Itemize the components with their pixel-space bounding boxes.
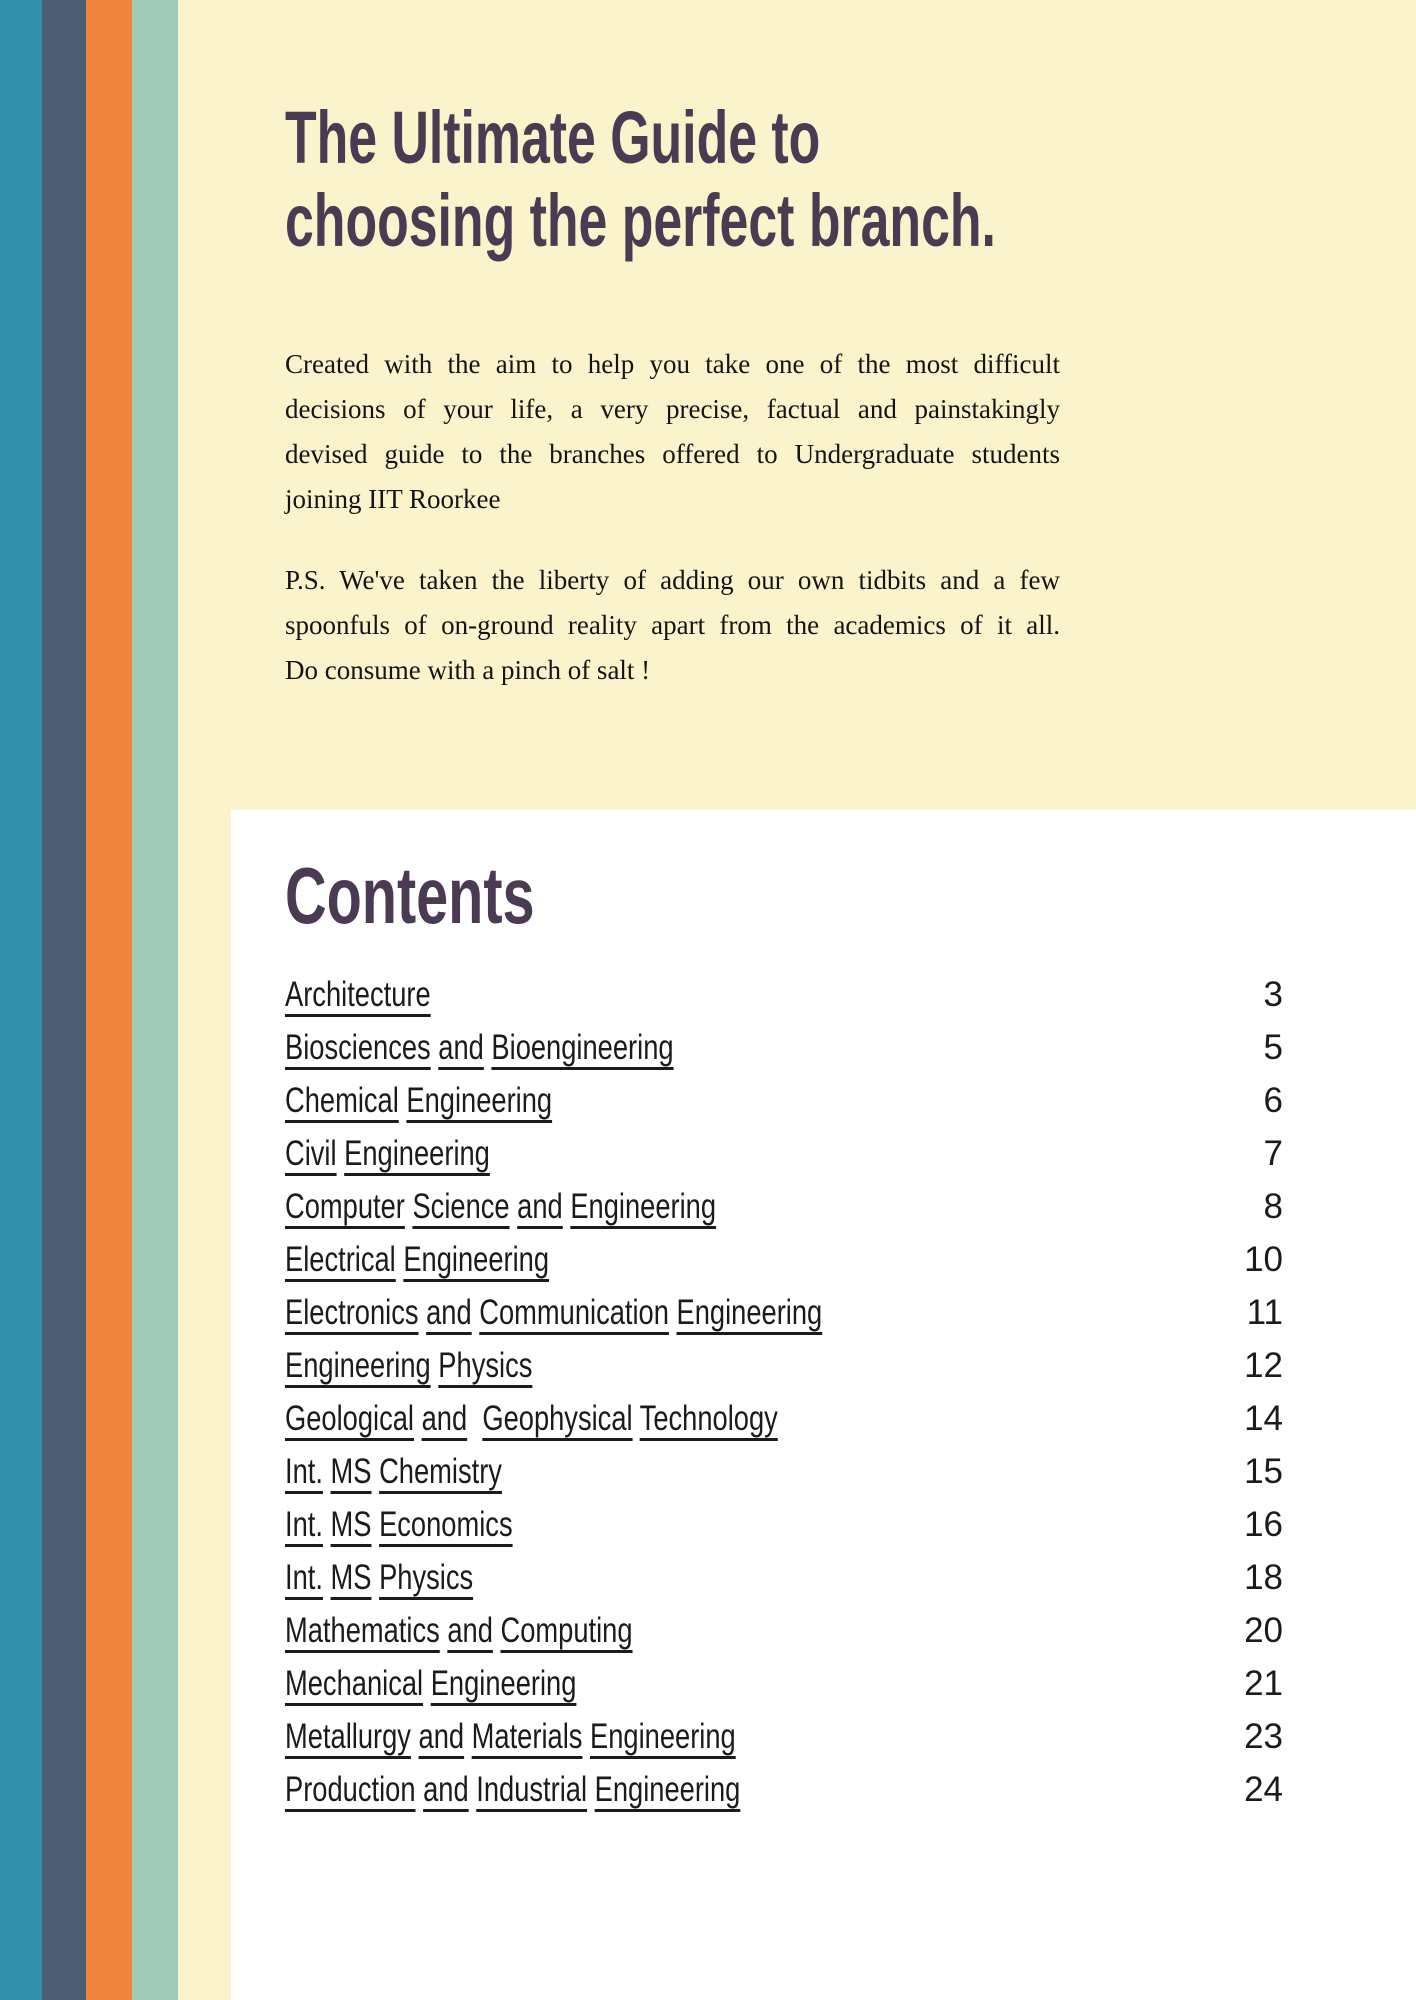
intro-paragraph-1-line-2: decisions of your life, a very precise, factual and painstakingly [285, 394, 1060, 424]
toc-page-number: 7 [1263, 1134, 1283, 1173]
intro-paragraph-2-line-2: spoonfuls of on-ground reality apart from the academics of it all. [285, 610, 1060, 640]
toc-page-number: 8 [1263, 1187, 1283, 1226]
intro-paragraph-1 [285, 342, 1060, 522]
toc-page-number: 14 [1244, 1399, 1283, 1438]
toc-page-number: 20 [1244, 1611, 1283, 1650]
contents-heading-text: Contents [285, 851, 535, 940]
stripe-bar [0, 0, 178, 2000]
toc-item-mathematics-and-computing[interactable]: Mathematics and Computing [285, 1611, 633, 1650]
intro-paragraph-2-line-1: P.S. We've taken the liberty of adding our own tidbits and a few [285, 565, 1060, 595]
toc-row [285, 1240, 1283, 1293]
toc-page-number: 15 [1244, 1452, 1283, 1491]
contents-list [285, 975, 1283, 1823]
toc-page-number: 12 [1244, 1346, 1283, 1385]
intro-paragraph-1-line-4: joining IIT Roorkee [285, 484, 501, 514]
toc-item-mechanical-engineering[interactable]: Mechanical Engineering [285, 1664, 577, 1703]
toc-page-number: 21 [1244, 1664, 1283, 1703]
page-title [285, 96, 1085, 262]
toc-row [285, 1346, 1283, 1399]
toc-row [285, 1717, 1283, 1770]
toc-page-number: 23 [1244, 1717, 1283, 1756]
toc-item-int-ms-chemistry[interactable]: Int. MS Chemistry [285, 1452, 502, 1491]
orange-stripe [86, 0, 132, 2000]
toc-row [285, 975, 1283, 1028]
toc-page-number: 10 [1244, 1240, 1283, 1279]
contents-panel [231, 810, 1416, 2000]
toc-row [285, 1611, 1283, 1664]
toc-page-number: 11 [1246, 1293, 1283, 1332]
teal-stripe [0, 0, 42, 2000]
toc-item-biosciences-and-bioengineering[interactable]: Biosciences and Bioengineering [285, 1028, 674, 1067]
contents-heading [285, 851, 1416, 940]
toc-item-electrical-engineering[interactable]: Electrical Engineering [285, 1240, 550, 1279]
toc-row [285, 1558, 1283, 1611]
toc-page-number: 24 [1244, 1770, 1283, 1809]
toc-item-production-and-industrial-engineering[interactable]: Production and Industrial Engineering [285, 1770, 741, 1809]
toc-page-number: 5 [1263, 1028, 1283, 1067]
toc-item-civil-engineering[interactable]: Civil Engineering [285, 1134, 490, 1173]
toc-row [285, 1505, 1283, 1558]
toc-item-int-ms-physics[interactable]: Int. MS Physics [285, 1558, 474, 1597]
toc-row [285, 1028, 1283, 1081]
toc-row [285, 1187, 1283, 1240]
toc-page-number: 6 [1263, 1081, 1283, 1120]
toc-row [285, 1452, 1283, 1505]
page-title-line-2: choosing the perfect branch. [285, 179, 996, 262]
intro-section [285, 96, 1085, 729]
intro-paragraph-1-line-3: devised guide to the branches offered to Undergraduate students [285, 439, 1060, 469]
toc-row [285, 1399, 1283, 1452]
toc-page-number: 16 [1244, 1505, 1283, 1544]
toc-row [285, 1293, 1283, 1346]
toc-row [285, 1134, 1283, 1187]
toc-row [285, 1081, 1283, 1134]
toc-page-number: 18 [1244, 1558, 1283, 1597]
sage-stripe [132, 0, 178, 2000]
toc-page-number: 3 [1263, 975, 1283, 1014]
toc-item-geological-and-geophysical-technology[interactable]: Geological and Geophysical Technology [285, 1399, 778, 1438]
intro-text [285, 342, 1060, 693]
intro-paragraph-2-line-3: Do consume with a pinch of salt ! [285, 655, 651, 685]
toc-item-electronics-and-communication-engineering[interactable]: Electronics and Communication Engineering [285, 1293, 823, 1332]
toc-item-architecture[interactable]: Architecture [285, 975, 431, 1014]
page-title-line-1: The Ultimate Guide to [285, 96, 821, 179]
toc-item-engineering-physics[interactable]: Engineering Physics [285, 1346, 533, 1385]
toc-item-metallurgy-and-materials-engineering[interactable]: Metallurgy and Materials Engineering [285, 1717, 736, 1756]
intro-paragraph-2 [285, 558, 1060, 693]
slate-stripe [42, 0, 86, 2000]
intro-paragraph-1-line-1: Created with the aim to help you take one of the most difficult [285, 349, 1060, 379]
toc-row [285, 1770, 1283, 1823]
toc-item-computer-science-and-engineering[interactable]: Computer Science and Engineering [285, 1187, 717, 1226]
toc-row [285, 1664, 1283, 1717]
toc-item-chemical-engineering[interactable]: Chemical Engineering [285, 1081, 553, 1120]
toc-item-int-ms-economics[interactable]: Int. MS Economics [285, 1505, 513, 1544]
